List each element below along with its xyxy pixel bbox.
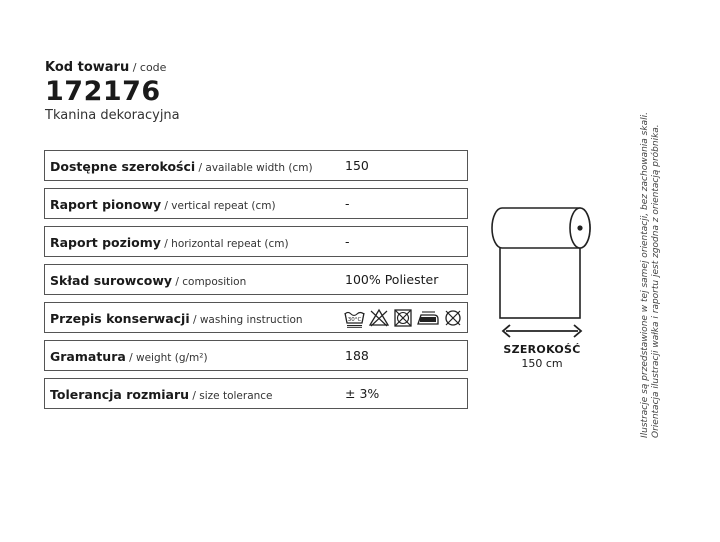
spec-label: Tolerancja rozmiaru	[50, 387, 190, 402]
spec-value: 150	[345, 158, 369, 173]
spec-sub-label: / vertical repeat (cm)	[161, 200, 276, 212]
code-line	[45, 60, 180, 76]
width-title: SZEROKOŚĆ	[503, 343, 581, 356]
spec-value: ± 3%	[345, 386, 380, 401]
spec-label: Raport poziomy	[50, 235, 161, 250]
spec-sub-label: / available width (cm)	[195, 162, 313, 174]
spec-table	[44, 150, 468, 416]
spec-row-horizontal-repeat	[44, 226, 468, 257]
spec-sub-label: / washing instruction	[189, 314, 303, 326]
spec-label: Skład surowcowy	[50, 273, 173, 288]
wash-30-gentle-icon	[344, 308, 365, 328]
note-line-1: Ilustracje są przedstawione w tej samej orientacji, bez zachowania skali.	[640, 112, 650, 438]
code-sub-label: / code	[129, 61, 167, 74]
spec-row-width	[44, 150, 468, 181]
illustration-note	[640, 88, 662, 438]
spec-row-vertical-repeat	[44, 188, 468, 219]
spec-value: 100% Poliester	[345, 272, 439, 287]
roll-width-label	[492, 343, 592, 370]
spec-sub-label: / horizontal repeat (cm)	[160, 238, 289, 250]
spec-label: Gramatura	[50, 349, 126, 364]
care-icons	[344, 308, 463, 328]
no-bleach-icon	[368, 308, 390, 328]
note-line-2: Orientacja ilustracji wałka i raportu jest zgodna z orientacją próbnika.	[651, 124, 661, 438]
code-label: Kod towaru	[45, 60, 130, 75]
spec-sub-label: / weight (g/m²)	[125, 352, 208, 364]
spec-sub-label: / size tolerance	[189, 390, 273, 402]
width-value: 150 cm	[521, 357, 563, 370]
fabric-sheet	[500, 245, 580, 318]
spec-row-washing	[44, 302, 468, 333]
spec-value: -	[345, 234, 350, 249]
fabric-roll-illustration	[490, 205, 600, 345]
spec-row-weight	[44, 340, 468, 371]
product-name: Tkanina dekoracyjna	[45, 108, 180, 123]
product-code: 172176	[45, 76, 161, 107]
spec-label: Dostępne szerokości	[50, 159, 196, 174]
no-tumble-dry-icon	[393, 308, 413, 328]
no-dry-clean-icon	[443, 308, 463, 328]
spec-row-composition	[44, 264, 468, 295]
wash-temperature: 30°C	[347, 317, 362, 323]
spec-value: -	[345, 196, 350, 211]
spec-label: Przepis konserwacji	[50, 311, 190, 326]
roll-core	[577, 225, 582, 230]
spec-sub-label: / composition	[172, 276, 247, 288]
product-header	[45, 60, 180, 124]
spec-value: 188	[345, 348, 369, 363]
spec-label: Raport pionowy	[50, 197, 162, 212]
iron-low-icon	[416, 308, 440, 328]
spec-row-tolerance	[44, 378, 468, 409]
